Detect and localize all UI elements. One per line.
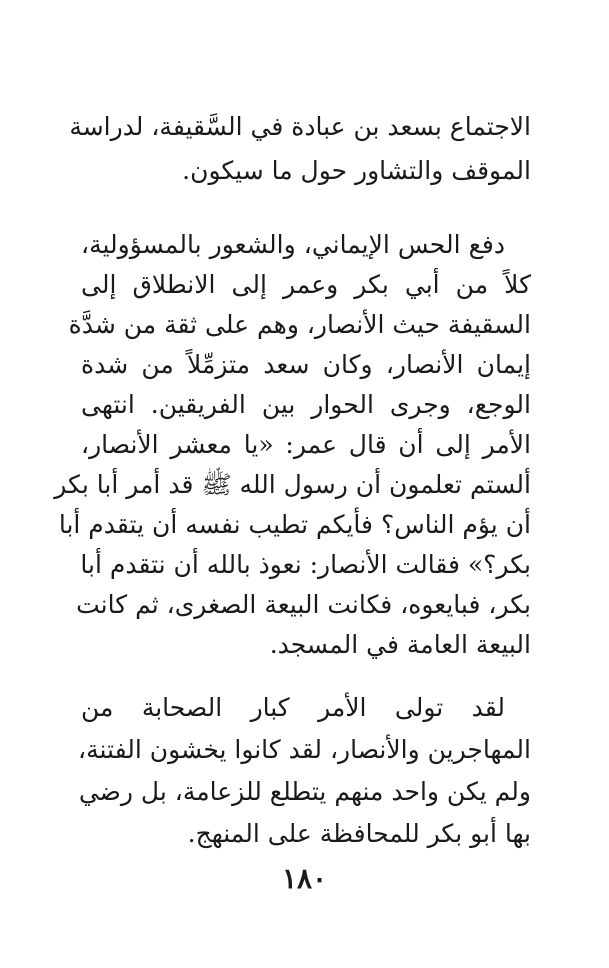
paragraph-2-line-10: بكر، فبايعوه، فكانت البيعة الصغرى، ثم كانت: [76, 590, 531, 619]
paragraph-3-line-2: المهاجرين والأنصار، لقد كانوا يخشون الفتنة،: [78, 735, 531, 764]
paragraph-3-line-3: ولم يكن واحد منهم يتطلع للزعامة، بل رضي: [78, 777, 531, 806]
paragraph-2-line-2: كلاً من أبي بكر وعمر إلى الانطلاق إلى: [81, 270, 531, 299]
paragraph-1-line-1: الاجتماع بسعد بن عبادة في السَّقيفة، لدراسة: [69, 112, 531, 141]
paragraph-3-line-4: بها أبو بكر للمحافظة على المنهج.: [187, 819, 531, 848]
paragraph-3-line-1: لقد تولى الأمر كبار الصحابة من: [81, 693, 505, 722]
paragraph-2-line-3: السقيفة حيث الأنصار، وهم على ثقة من شدَّة: [68, 310, 531, 339]
paragraph-2-line-9: بكر؟» فقالت الأنصار: نعوذ بالله أن نتقدم أبا: [80, 550, 531, 579]
paragraph-2-line-1: دفع الحس الإيماني، والشعور بالمسؤولية،: [81, 230, 505, 259]
paragraph-1-line-2: الموقف والتشاور حول ما سيكون.: [182, 156, 531, 185]
paragraph-2-line-4: إيمان الأنصار، وكان سعد متزمِّلاً من شدة: [81, 350, 531, 379]
paragraph-2-line-11: البيعة العامة في المسجد.: [269, 630, 531, 659]
paragraph-2-line-7: ألستم تعلمون أن رسول الله ﷺ قد أمر أبا بكر: [54, 470, 531, 499]
page-number: ١٨٠: [281, 862, 328, 895]
paragraph-2-line-8: أن يؤم الناس؟ فأيكم تطيب نفسه أن يتقدم أبا: [58, 510, 531, 539]
paragraph-2-line-5: الوجع، وجرى الحوار بين الفريقين. انتهى: [81, 390, 531, 419]
paragraph-2-line-6: الأمر إلى أن قال عمر: «يا معشر الأنصار،: [81, 430, 531, 459]
